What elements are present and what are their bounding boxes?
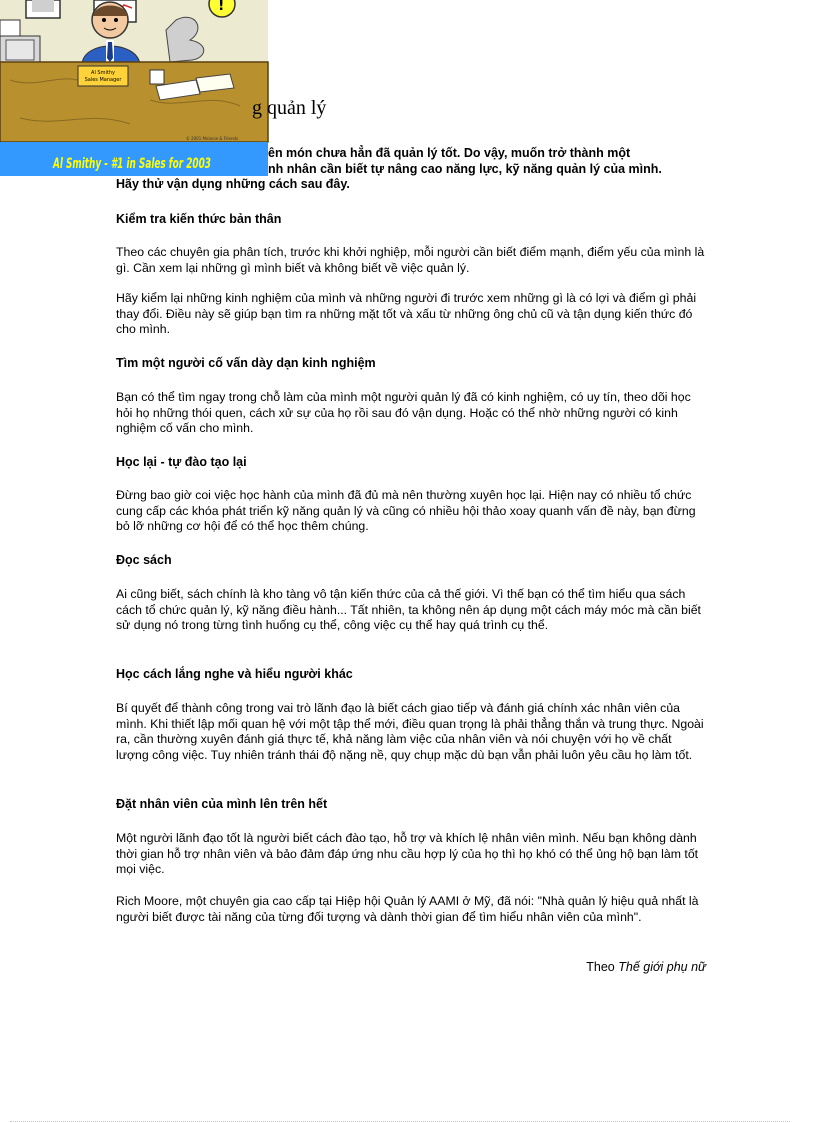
intro-paragraph <box>116 146 706 193</box>
section-title: Học lại - tự đào tạo lại <box>116 455 247 469</box>
page-bottom-divider <box>10 1121 790 1122</box>
nameplate-line1: Al Smithy <box>91 70 115 76</box>
section-paragraph <box>116 701 706 763</box>
section-heading <box>116 356 706 371</box>
section-paragraph <box>116 587 706 634</box>
section-paragraph <box>116 291 706 338</box>
copyright-text: © 2001 Melanie & Friends <box>185 136 239 141</box>
section-title: Đặt nhân viên của mình lên trên hết <box>116 797 328 811</box>
paragraph-text: Bạn có thể tìm ngay trong chỗ làm của mình một người quản lý đã có kinh nghiệm, có uy tín, theo dõi học hỏi họ những thói quen, cách xử sự của họ rồi sau đó vận dụng. Hoặc có thể nhờ những người có kinh nghiệm cố vấn cho mình. <box>116 390 691 435</box>
section-heading <box>116 212 706 227</box>
section-title: Tìm một người cố vấn dày dạn kinh nghiệm <box>116 356 376 370</box>
section-heading <box>116 455 706 470</box>
svg-text:!: ! <box>218 0 225 14</box>
section-paragraph <box>116 831 706 878</box>
paragraph-text: Theo các chuyên gia phân tích, trước khi khởi nghiệp, mỗi người cần biết điểm mạnh, điểm yếu của mình là gì. Cần xem lại những gì mình biết và không biết về việc quản lý. <box>116 245 705 275</box>
paragraph-text: Đừng bao giờ coi việc học hành của mình đã đủ mà nên thường xuyên học lại. Hiện nay có nhiều tổ chức cung cấp các khóa phát triển kỹ năng quản lý và cũng có nhiều hội thảo xoay quanh vấn đề này, bạn đừng bỏ lỡ những cơ hội để có thể học thêm chúng. <box>116 488 696 533</box>
section-heading <box>116 553 706 568</box>
section-paragraph <box>116 245 706 276</box>
paragraph-text: Bí quyết để thành công trong vai trò lãnh đạo là biết cách giao tiếp và đánh giá chính xác nhân viên của mình. Khi thiết lập mối quan hệ với một tập thể mới, điều quan trọng là phải thẳng thắn và trung thực. Ngoài ra, cần thường xuyên đánh giá thực tế, khả năng làm việc của nhân viên và nói chuyện với họ về chất lượng công việc. Tuy nhiên tránh thái độ nặng nề, quy chụp mặc dù bạn vẫn phải luôn yêu cầu họ làm tốt. <box>116 701 704 762</box>
section-title: Học cách lắng nghe và hiểu người khác <box>116 667 353 681</box>
section-title: Kiểm tra kiến thức bản thân <box>116 212 282 226</box>
source-prefix: Theo <box>586 960 615 974</box>
intro-line: Hãy thử vận dụng những cách sau đây. <box>116 177 350 191</box>
section-paragraph <box>116 894 706 925</box>
section-heading <box>116 667 706 682</box>
section-title: Đọc sách <box>116 553 172 567</box>
intro-line: nh nhân cần biết tự nâng cao năng lực, kỹ năng quản lý của mình. <box>268 161 662 176</box>
paragraph-text: Rich Moore, một chuyên gia cao cấp tại Hiệp hội Quản lý AAMI ở Mỹ, đã nói: "Nhà quản lý hiệu quả nhất là người biết được tài năng của từng đối tượng và dành thời gian để tìm hiểu nhân viên của mình". <box>116 894 699 924</box>
section-heading <box>116 797 706 812</box>
paragraph-text: Hãy kiểm lại những kinh nghiệm của mình và những người đi trước xem những gì là có lợi và điểm gì phải thay đổi. Điều này sẽ giúp bạn tìm ra những mặt tốt và xấu từ những ông chủ cũ và tận dụng kiến thức đó cho mình. <box>116 291 697 336</box>
section-paragraph <box>116 488 706 535</box>
article-title: g quản lý <box>252 97 327 119</box>
nameplate-line2: Sales Manager <box>84 77 122 83</box>
section-paragraph <box>116 390 706 437</box>
illustration-caption: Al Smithy - #1 in Sales for 2003 <box>52 156 211 172</box>
paragraph-text: Ai cũng biết, sách chính là kho tàng vô tận kiến thức của cả thế giới. Vì thế bạn có thể tìm hiểu qua sách cách tổ chức quản lý, kỹ năng điều hành... Tất nhiên, ta không nên áp dụng một cách máy móc mà cần biết sử dụng nó trong từng tình huống cụ thể, công việc cụ thể hay quá trình cụ thể. <box>116 587 701 632</box>
paragraph-text: Một người lãnh đạo tốt là người biết cách đào tạo, hỗ trợ và khích lệ nhân viên mình. Nếu bạn không dành thời gian hỗ trợ nhân viên và bảo đảm đáp ứng nhu cầu hợp lý của họ thì họ khó có thể ủng hộ bạn làm tốt mọi việc. <box>116 831 699 876</box>
article-source <box>586 960 706 974</box>
source-name: Thế giới phụ nữ <box>618 960 706 974</box>
intro-line: ên món chưa hẳn đã quản lý tốt. Do vậy, muốn trở thành một <box>268 146 631 160</box>
